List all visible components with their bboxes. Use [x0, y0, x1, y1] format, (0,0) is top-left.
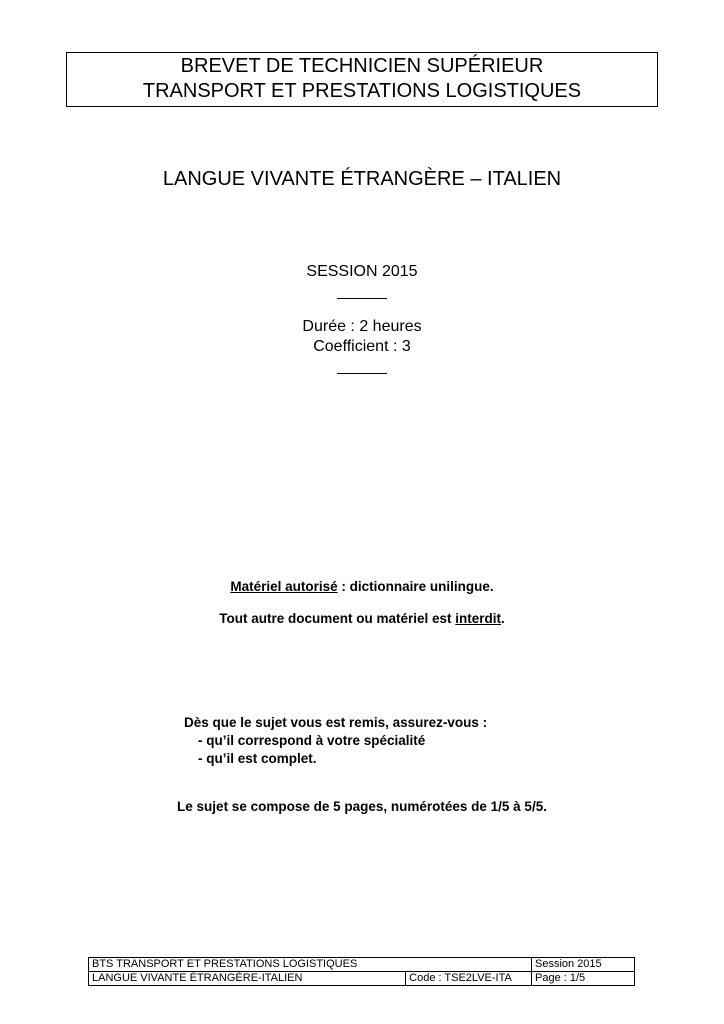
instruction-item: - qu’il est complet.: [198, 751, 317, 766]
footer-code: Code : TSE2LVE-ITA: [406, 972, 532, 986]
session-label: SESSION 2015: [306, 263, 418, 280]
footer-subject: LANGUE VIVANTE ÉTRANGÈRE-ITALIEN: [89, 972, 406, 986]
coefficient-label: Coefficient : 3: [313, 338, 411, 355]
duration-label: Durée : 2 heures: [302, 318, 422, 335]
footer-program: BTS TRANSPORT ET PRESTATIONS LOGISTIQUES: [89, 958, 532, 972]
authorized-material-text: : dictionnaire unilingue.: [337, 579, 494, 594]
exam-title-line-1: BREVET DE TECHNICIEN SUPÉRIEUR: [180, 55, 544, 77]
authorized-material-label: Matériel autorisé: [230, 579, 338, 594]
footer-page: Page : 1/5: [532, 972, 635, 986]
prohibited-material-prefix: Tout autre document ou matériel est: [219, 611, 456, 626]
instructions-block: [184, 714, 487, 768]
prohibited-material: [0, 609, 724, 628]
instructions-intro: Dès que le sujet vous est remis, assurez-vous :: [184, 715, 488, 730]
exam-title-box: [66, 52, 658, 107]
footer-table: [88, 957, 635, 986]
authorized-material: [0, 577, 724, 596]
pages-note: Le sujet se compose de 5 pages, numérotées de 1/5 à 5/5.: [177, 799, 547, 814]
footer-session: Session 2015: [532, 958, 635, 972]
prohibited-material-suffix: .: [501, 611, 505, 626]
exam-title-line-2: TRANSPORT ET PRESTATIONS LOGISTIQUES: [142, 80, 582, 102]
prohibited-material-word: interdit: [455, 611, 502, 626]
divider: [337, 373, 387, 374]
divider: [337, 298, 387, 299]
subject-title: LANGUE VIVANTE ÉTRANGÈRE – ITALIEN: [162, 168, 562, 190]
instruction-item: - qu’il correspond à votre spécialité: [198, 733, 426, 748]
